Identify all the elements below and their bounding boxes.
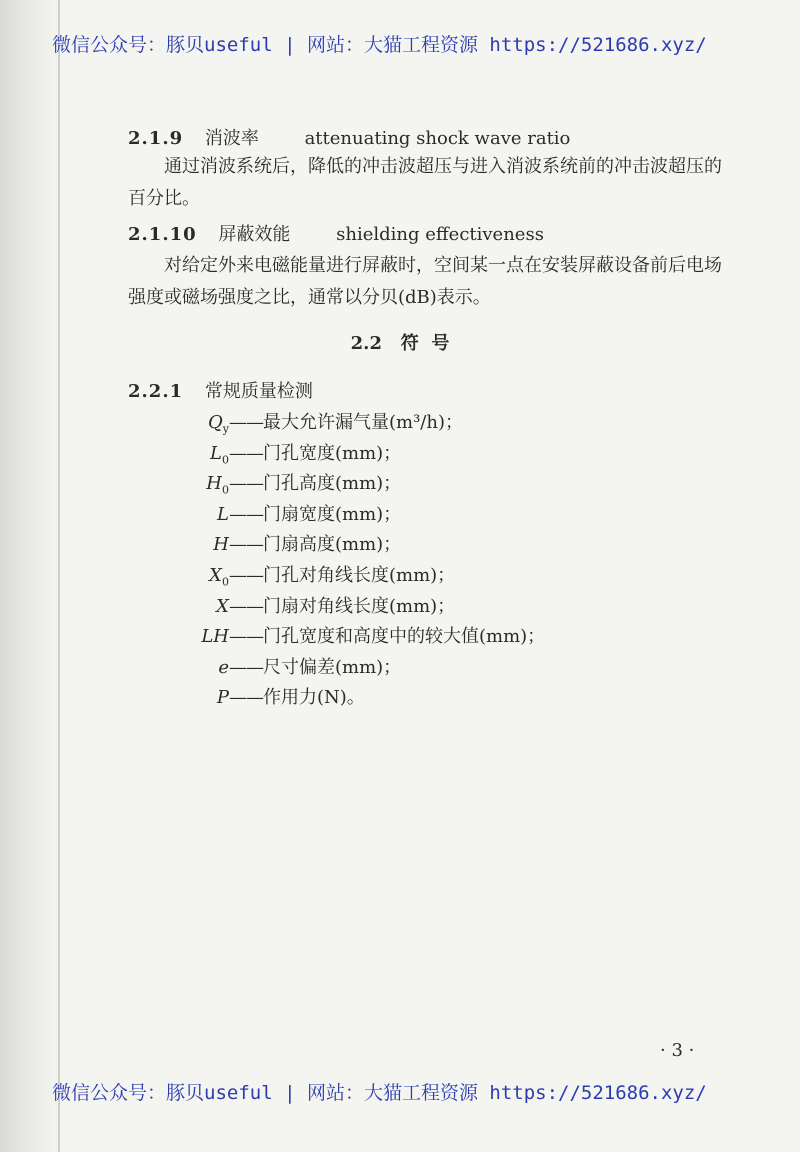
symbol-dash: —— bbox=[229, 412, 263, 433]
term-definition-2-1-9: 通过消波系统后，降低的冲击波超压与进入消波系统前的冲击波超压的百分比。 bbox=[128, 156, 722, 209]
symbol-row bbox=[128, 683, 365, 713]
symbol-letter bbox=[128, 534, 229, 555]
symbol-row bbox=[128, 622, 545, 652]
subsection-heading bbox=[128, 377, 313, 403]
symbol-description: 尺寸偏差(mm)； bbox=[263, 656, 402, 678]
symbol-subscript: y bbox=[222, 422, 229, 436]
symbol-main: LH bbox=[201, 626, 229, 648]
symbol-row bbox=[128, 408, 463, 438]
term-number: 2.1.10 bbox=[128, 224, 197, 245]
symbol-row bbox=[128, 530, 401, 560]
symbol-row bbox=[128, 500, 401, 530]
symbol-dash: —— bbox=[229, 565, 263, 586]
watermark-top: 微信公众号：豚贝useful | 网站：大猫工程资源 https://521686.xyz/ bbox=[52, 34, 707, 56]
symbol-letter bbox=[128, 687, 229, 708]
symbol-letter bbox=[128, 443, 229, 467]
symbol-description: 门孔宽度(mm)； bbox=[263, 442, 402, 464]
symbol-main: P bbox=[216, 687, 229, 709]
term-heading-2-1-10 bbox=[128, 220, 544, 246]
term-chinese: 消波率 bbox=[204, 128, 259, 149]
section-name: 符 号 bbox=[400, 333, 450, 354]
symbol-letter bbox=[128, 657, 229, 678]
page-binding-shadow bbox=[0, 0, 62, 1152]
symbol-main: H bbox=[213, 534, 229, 556]
subsection-title: 常规质量检测 bbox=[204, 381, 313, 402]
term-chinese: 屏蔽效能 bbox=[218, 224, 291, 245]
symbol-letter bbox=[128, 626, 229, 647]
watermark-bottom: 微信公众号：豚贝useful | 网站：大猫工程资源 https://521686.xyz/ bbox=[52, 1082, 707, 1104]
symbol-letter bbox=[128, 412, 229, 436]
symbol-dash: —— bbox=[229, 595, 263, 617]
symbol-description: 作用力(N)。 bbox=[263, 687, 365, 709]
section-number: 2.2 bbox=[350, 333, 382, 354]
page-number: · 3 · bbox=[660, 1040, 695, 1061]
symbol-main: e bbox=[218, 656, 229, 678]
symbol-dash: —— bbox=[229, 442, 263, 464]
symbol-description: 门扇对角线长度(mm)； bbox=[263, 595, 456, 617]
symbol-letter bbox=[128, 596, 229, 617]
symbol-main: Q bbox=[208, 412, 223, 433]
symbol-main: X bbox=[216, 595, 229, 617]
symbol-description: 门孔宽度和高度中的较大值(mm)； bbox=[263, 626, 546, 648]
symbol-letter bbox=[128, 565, 229, 589]
symbol-dash: —— bbox=[229, 656, 263, 678]
symbol-dash: —— bbox=[229, 626, 263, 648]
term-number: 2.1.9 bbox=[128, 128, 184, 149]
symbol-subscript: 0 bbox=[222, 453, 229, 467]
symbol-main: X bbox=[209, 565, 222, 586]
symbol-main: L bbox=[217, 503, 229, 525]
symbol-subscript: 0 bbox=[222, 483, 229, 497]
symbol-description: 最大允许漏气量(m³/h)； bbox=[263, 412, 463, 433]
section-title bbox=[0, 329, 800, 355]
symbol-letter bbox=[128, 504, 229, 525]
term-definition-2-1-10: 对给定外来电磁能量进行屏蔽时，空间某一点在安装屏蔽设备前后电场强度或磁场强度之比，通常以分贝(dB)表示。 bbox=[128, 255, 722, 308]
symbol-row bbox=[128, 469, 401, 499]
symbol-row bbox=[128, 653, 401, 683]
symbol-letter bbox=[128, 473, 229, 497]
symbol-main: L bbox=[210, 442, 222, 464]
symbol-subscript: 0 bbox=[222, 575, 229, 589]
symbol-description: 门扇宽度(mm)； bbox=[263, 503, 402, 525]
term-heading-2-1-9 bbox=[128, 124, 570, 150]
symbol-description: 门扇高度(mm)； bbox=[263, 534, 402, 556]
symbol-dash: —— bbox=[229, 503, 263, 525]
subsection-number: 2.2.1 bbox=[128, 381, 184, 402]
symbol-row bbox=[128, 592, 455, 622]
symbol-dash: —— bbox=[229, 687, 263, 709]
symbol-main: H bbox=[206, 473, 222, 495]
term-english: attenuating shock wave ratio bbox=[304, 128, 571, 149]
symbol-dash: —— bbox=[229, 473, 263, 495]
symbol-row bbox=[128, 561, 455, 591]
symbol-description: 门孔对角线长度(mm)； bbox=[263, 565, 456, 586]
symbol-dash: —— bbox=[229, 534, 263, 556]
page-binding-line bbox=[58, 0, 60, 1152]
symbol-row bbox=[128, 439, 401, 469]
term-english: shielding effectiveness bbox=[336, 224, 544, 245]
symbol-description: 门孔高度(mm)； bbox=[263, 473, 402, 495]
